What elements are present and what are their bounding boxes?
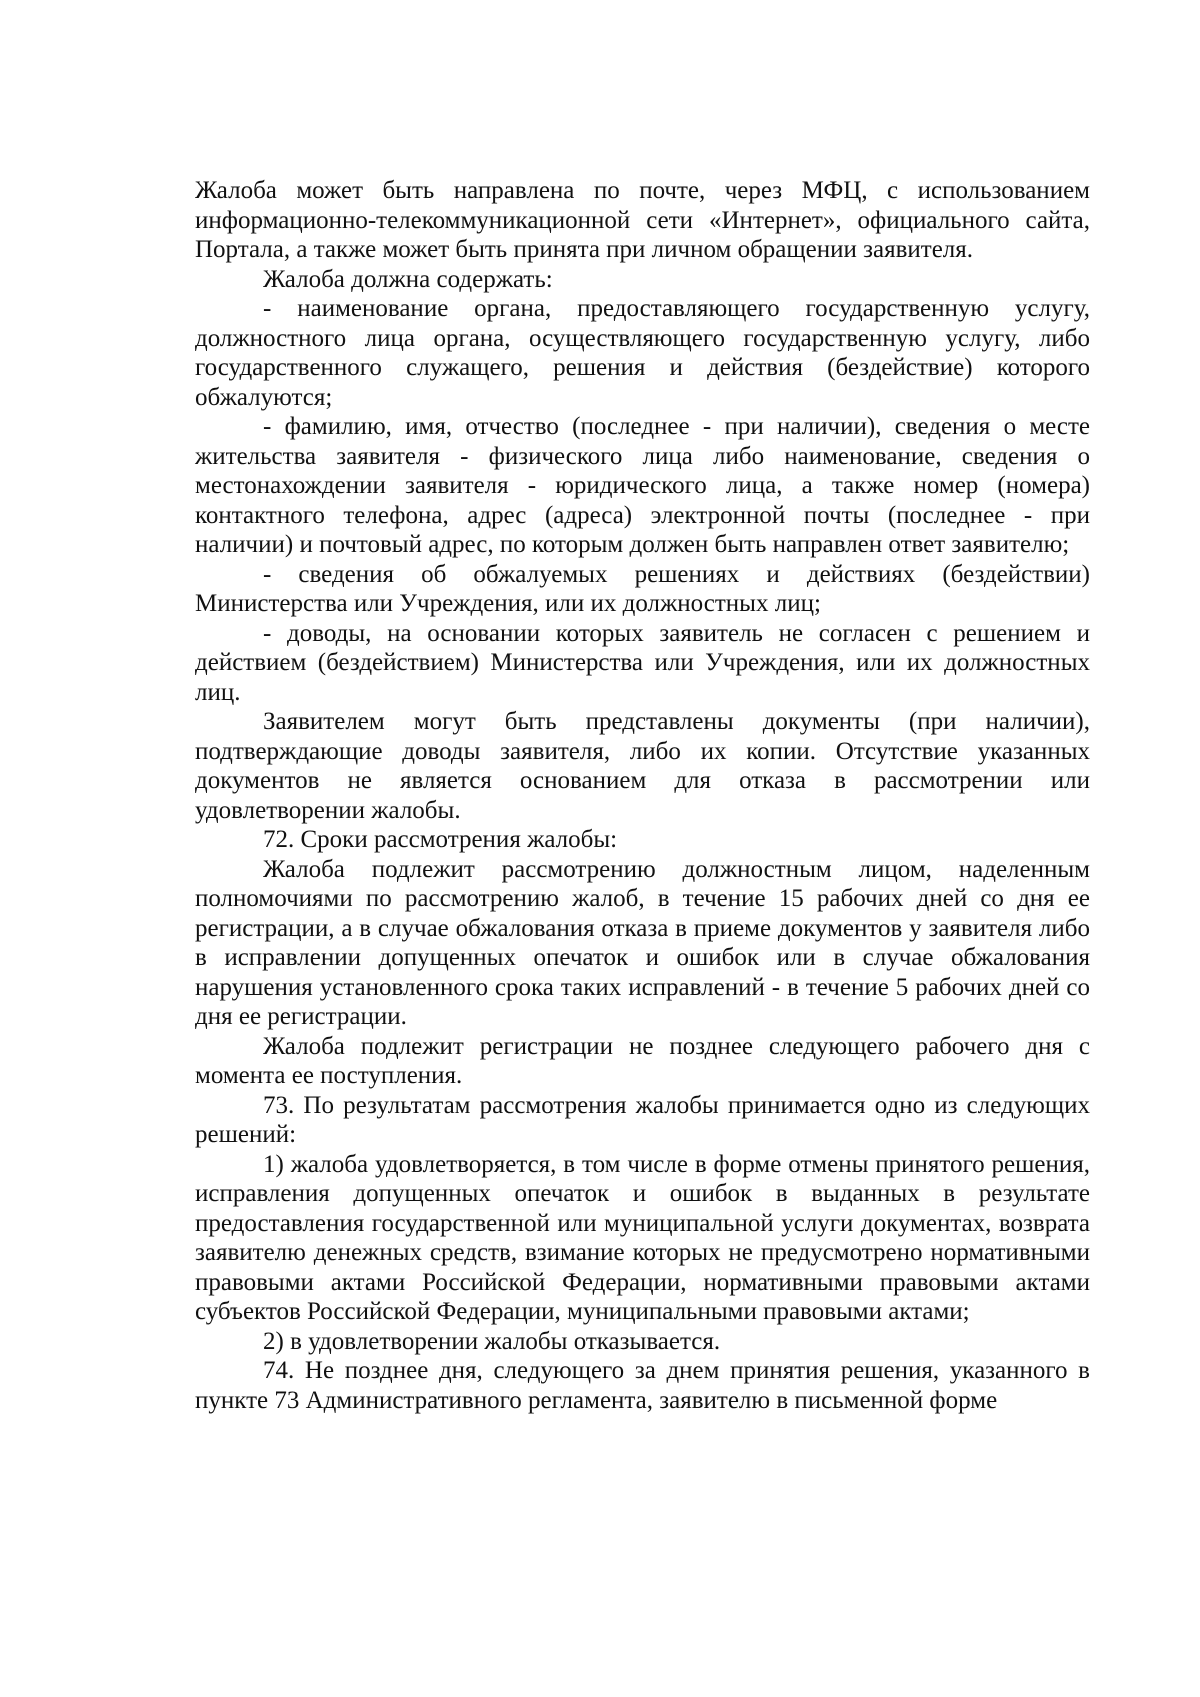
- list-item-appealed-decisions: - сведения об обжалуемых решениях и действиях (бездействии) Министерства или Учреждения, или их должностных лиц;: [195, 560, 1090, 617]
- paragraph-submission-methods: Жалоба может быть направлена по почте, через МФЦ, с использованием информационно-телекоммуникационной сети «Интернет», официального сайта, Портала, а также может быть принята при личном обращении заявителя.: [195, 177, 1090, 263]
- list-item-decision-satisfied: 1) жалоба удовлетворяется, в том числе в форме отмены принятого решения, исправления допущенных опечаток и ошибок в выданных в результате предоставления государственной или муниципальной услуги документах, возврата заявителю денежных средств, взимание которых не предусмотрено нормативными правовыми актами Российской Федерации, нормативными правовыми актами субъектов Российской Федерации, муниципальными правовыми актами;: [195, 1150, 1090, 1325]
- section-heading-72: 72. Сроки рассмотрения жалобы:: [263, 826, 618, 853]
- list-item-decision-refused: 2) в удовлетворении жалобы отказывается.: [263, 1327, 721, 1355]
- list-item-arguments: - доводы, на основании которых заявитель не согласен с решением и действием (бездействием) Министерства или Учреждения, или их должностных лиц.: [195, 619, 1090, 706]
- paragraph-registration-deadline: Жалоба подлежит регистрации не позднее следующего рабочего дня с момента ее поступления.: [195, 1032, 1090, 1089]
- list-item-applicant-details: - фамилию, имя, отчество (последнее - при наличии), сведения о месте жительства заявителя - физического лица либо наименование, сведения о местонахождении заявителя - юридического лица, а также номер (номера) контактного телефона, адрес (адреса) электронной почты (последнее - при наличии) и почтовый адрес, по которым должен быть направлен ответ заявителю;: [195, 413, 1090, 558]
- section-heading-73: 73. По результатам рассмотрения жалобы принимается одно из следующих решений:: [195, 1091, 1090, 1148]
- paragraph-supporting-documents: Заявителем могут быть представлены документы (при наличии), подтверждающие доводы заявителя, либо их копии. Отсутствие указанных документов не является основанием для отказа в рассмотрении или удовлетворении жалобы.: [195, 708, 1090, 824]
- paragraph-review-deadlines: Жалоба подлежит рассмотрению должностным лицом, наделенным полномочиями по рассмотрению жалоб, в течение 15 рабочих дней со дня ее регистрации, а в случае обжалования отказа в приеме документов у заявителя либо в исправлении допущенных опечаток и ошибок или в случае обжалования нарушения установленного срока таких исправлений - в течение 5 рабочих дней со дня ее регистрации.: [195, 855, 1090, 1030]
- paragraph-complaint-contents-intro: Жалоба должна содержать:: [263, 265, 553, 293]
- section-heading-74: 74. Не позднее дня, следующего за днем принятия решения, указанного в пункте 73 Административного регламента, заявителю в письменной форме: [195, 1357, 1090, 1414]
- list-item-authority-name: - наименование органа, предоставляющего государственную услугу, должностного лица органа, осуществляющего государственную услугу, либо государственного служащего, решения и действия (бездействие) которого обжалуются;: [195, 295, 1090, 411]
- document-body: [195, 176, 1090, 1415]
